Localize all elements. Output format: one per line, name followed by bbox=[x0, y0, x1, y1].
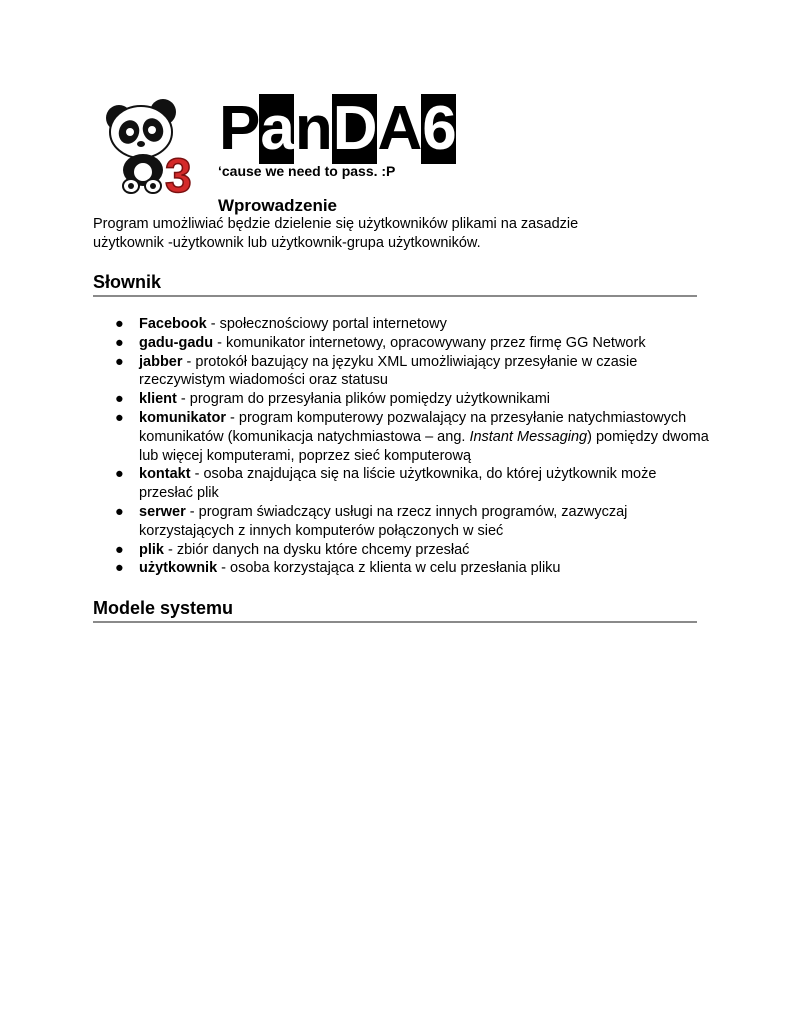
bullet-icon: ● bbox=[115, 409, 124, 426]
panda-logo bbox=[95, 92, 207, 206]
glossary-term: plik bbox=[139, 541, 164, 558]
tagline: ‘cause we need to pass. :P bbox=[218, 163, 396, 179]
glossary-item bbox=[93, 315, 713, 334]
brand-letter: P bbox=[219, 94, 259, 163]
bullet-icon: ● bbox=[115, 316, 124, 332]
glossary-definition: - komunikator internetowy, opracowywany przez firmę GG Network bbox=[213, 334, 646, 351]
bullet-icon: ● bbox=[115, 541, 124, 558]
glossary-item bbox=[93, 541, 713, 560]
bullet-icon: ● bbox=[115, 466, 124, 483]
bullet-icon: ● bbox=[115, 391, 124, 408]
intro-text: Program umożliwiać będzie dzielenie się użytkowników plikami na zasadzie użytkownik -użytkownik lub użytkownik-grupa użytkowników. bbox=[93, 216, 579, 251]
glossary-term: komunikator bbox=[139, 409, 227, 426]
glossary-definition: - osoba korzystająca z klienta w celu przesłania pliku bbox=[217, 560, 561, 577]
glossary-term: jabber bbox=[139, 353, 183, 370]
glossary-definition: - protokół bazujący na języku XML umożliwiający przesyłanie w czasie rzeczywistym wiadomości oraz statusu bbox=[139, 353, 638, 389]
panda-icon bbox=[95, 92, 207, 206]
glossary-term: kontakt bbox=[139, 466, 191, 483]
brand-letter: n bbox=[294, 94, 331, 163]
glossary-definition: - program komputerowy pozwalający na przesyłanie natychmiastowych komunikatów (komunikacja natychmiastowa – ang. bbox=[139, 409, 687, 445]
brand-letter: A bbox=[377, 94, 421, 163]
brand-letter: D bbox=[332, 94, 376, 163]
glossary-definition: - program świadczący usługi na rzecz innych programów, zazwyczaj korzystających z innych komputerów połączonych w sieć bbox=[139, 503, 628, 539]
glossary-item bbox=[93, 559, 713, 578]
brand-title bbox=[218, 94, 456, 164]
intro-heading: Wprowadzenie bbox=[218, 196, 338, 215]
glossary-definition: - zbiór danych na dysku które chcemy przesłać bbox=[163, 541, 470, 558]
glossary-item bbox=[93, 353, 713, 391]
bullet-icon: ● bbox=[115, 353, 124, 370]
logo-badge: 3 bbox=[165, 150, 192, 203]
glossary-definition: - osoba znajdująca się na liście użytkownika, do której użytkownik może przesłać plik bbox=[139, 466, 657, 502]
glossary-item bbox=[93, 465, 713, 503]
brand-letter: a bbox=[260, 94, 293, 163]
glossary-list bbox=[93, 315, 713, 578]
glossary-definition: - społecznościowy portal internetowy bbox=[206, 316, 447, 332]
glossary-heading: Słownik bbox=[93, 272, 697, 297]
brand-letter: 6 bbox=[422, 94, 455, 163]
glossary-item bbox=[93, 334, 713, 353]
glossary-term: serwer bbox=[139, 503, 186, 520]
glossary-term: gadu-gadu bbox=[139, 334, 214, 351]
bullet-icon: ● bbox=[115, 560, 124, 577]
bullet-icon: ● bbox=[115, 503, 124, 520]
glossary-italic-term: Instant Messaging bbox=[469, 428, 588, 445]
models-heading: Modele systemu bbox=[93, 598, 697, 623]
glossary-item bbox=[93, 409, 713, 465]
bullet-icon: ● bbox=[115, 334, 124, 351]
glossary-term: klient bbox=[139, 391, 177, 408]
glossary-term: Facebook bbox=[139, 316, 207, 332]
glossary-definition-continued: ) pomiędzy dwoma lub więcej komputerami, poprzez sieć komputerową bbox=[139, 428, 709, 464]
glossary-item bbox=[93, 503, 713, 541]
glossary-definition: - program do przesyłania plików pomiędzy użytkownikami bbox=[176, 391, 550, 408]
glossary-term: użytkownik bbox=[139, 560, 218, 577]
glossary-item bbox=[93, 390, 713, 409]
